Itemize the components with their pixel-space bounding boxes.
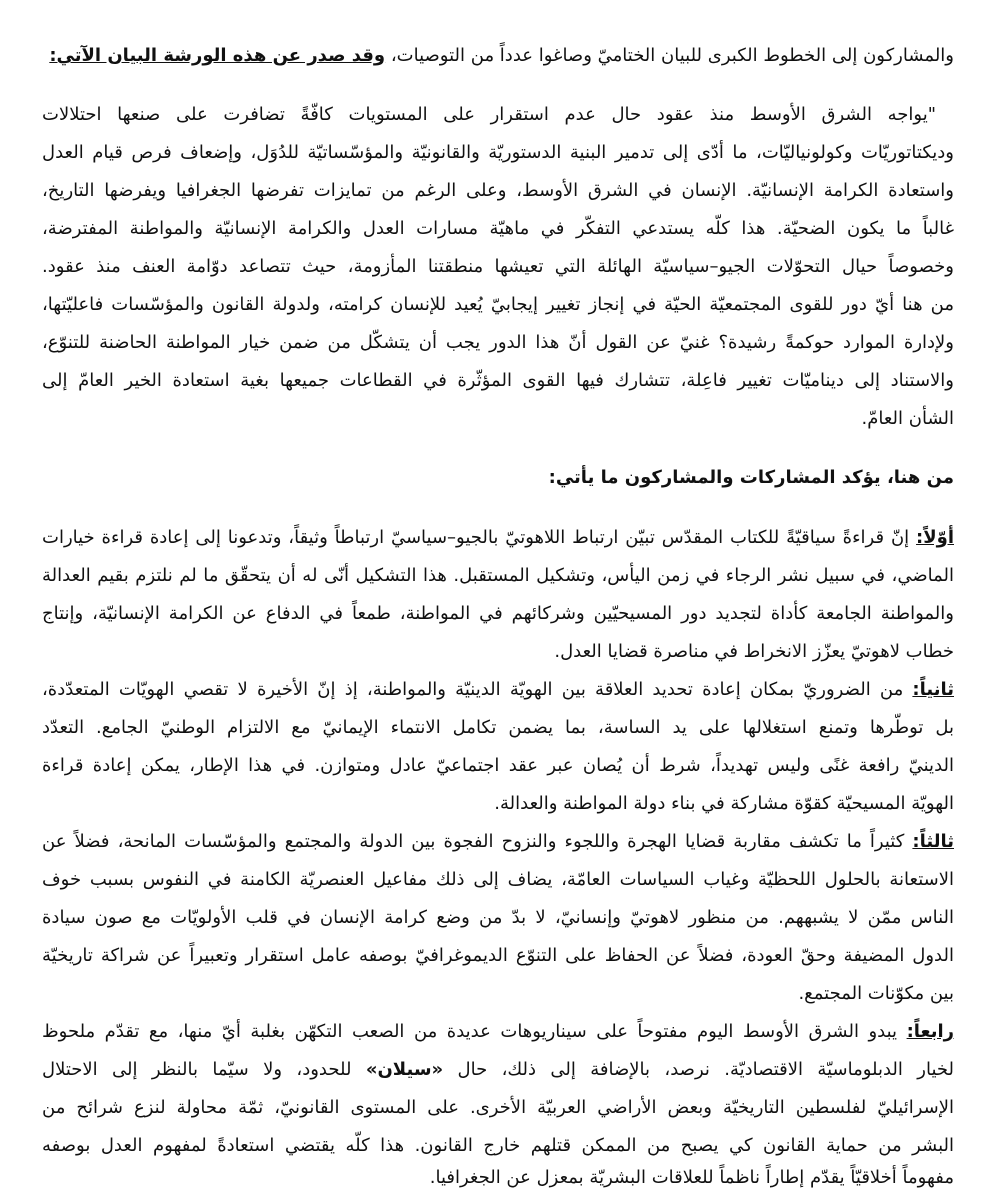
statement-line: من هنا أيّ دور للقوى المجتمعيّة الحيّة في إنجاز تغيير إيجابيّ يُعيد للإنسان كرامته، ولدولة القانون والمؤسّسات فاعليّتها، — [42, 294, 954, 315]
point-line: الهويّة المسيحيّة كقوّة مشاركة في بناء دولة المواطنة والعدالة. — [494, 793, 954, 814]
statement-line: والاستناد إلى ديناميّات تغيير فاعِلة، تتشارك فيها القوى المؤثّرة في القطاعات جميعها بغية استعادة الخير العامّ إلى — [42, 370, 954, 391]
point-line: الاستعانة بالحلول اللحظيّة وغياب السياسات العامّة، يضاف إلى ذلك مفاعيل العنصريّة الكامنة في النفوس بسبب خوف — [42, 869, 954, 890]
statement-line: غالباً ما يكون الضحيّة. هذا كلّه يستدعي التفكّر في ماهيّة مسارات العدل والكرامة الإنسانيّة والمواطنة المفترضة، — [42, 218, 954, 239]
point-line: بل توطّرها وتمنع استغلالها على يد الساسة، بما يضمن تكامل الانتماء الإيمانيّ مع الالتزام الوطنيّ الجامع. التعدّد — [42, 717, 954, 738]
point-label: أوّلاً: — [916, 527, 954, 548]
affirmation-heading: من هنا، يؤكد المشاركات والمشاركون ما يأتي: — [548, 467, 954, 488]
point-line: ثالثاً: كثيراً ما تكشف مقاربة قضايا الهجرة واللجوء والنزوح الفجوة بين الدولة والمجتمع والمؤسّسات المانحة، فضلاً عن — [42, 831, 954, 852]
statement-line: وديكتاتوريّات وكولونياليّات، ما أدّى إلى تدمير البنية الدستوريّة والقانونيّة والمؤسّساتيّة للدُوَل، وإضعاف فرص قيام العدل — [42, 142, 954, 163]
statement-line: الشأن العامّ. — [861, 408, 954, 429]
point-label: رابعاً: — [906, 1021, 954, 1042]
point-label: ثالثاً: — [912, 831, 954, 852]
document-page — [42, 0, 954, 1200]
intro-emphasis: وقد صدر عن هذه الورشة البيان الآتي: — [49, 45, 386, 66]
point-line: الدينيّ رافعة غنًى وليس تهديداً، شرط أن يُصان عبر عقد اجتماعيّ عادل ومتوازن. في هذا الإطار، يمكن إعادة قراءة — [42, 755, 954, 776]
point-line: أوّلاً: إنّ قراءةً سياقيّةً للكتاب المقدّس تبيّن ارتباط اللاهوتيّ بالجيو–سياسيّ ارتباطاً وثيقاً، وتدعونا إلى إعادة قراءة خيارات — [42, 527, 954, 548]
point-line: لخيار الدبلوماسيّة الاقتصاديّة. نرصد، بالإضافة إلى ذلك، حال «سيلان» للحدود، ولا سيّما بالنظر إلى الاحتلال — [42, 1059, 954, 1080]
point-line: ثانياً: من الضروريّ بمكان إعادة تحديد العلاقة بين الهويّة الدينيّة والمواطنة، إذ إنّ الأخيرة لا تقصي الهويّات المتعدّدة، — [42, 679, 954, 700]
point-line: بين مكوّنات المجتمع. — [798, 983, 954, 1004]
statement-line: واستعادة الكرامة الإنسانيّة. الإنسان في الشرق الأوسط، وعلى الرغم من تمايزات تفرضها الجغرافيا ويفرضها التاريخ، — [42, 180, 954, 201]
statement-line: ولإدارة الموارد حوكمةً رشيدة؟ غنيّ عن القول أنّ هذا الدور يجب أن يتشكّل من ضمن خيار المواطنة الحاضنة للتنوّع، — [42, 332, 954, 353]
statement-line: وخصوصاً حيال التحوّلات الجيو–سياسيّة الهائلة التي تعيشها منطقتنا المأزومة، حيث تتصاعد دوّامة العنف منذ عقود. — [42, 256, 954, 277]
point-line: الدول المضيفة وحقّ العودة، فضلاً عن الحفاظ على التنوّع الديموغرافيّ بوصفه عامل استقرار وتعبيراً عن شراكة تاريخيّة — [42, 945, 954, 966]
point-line: الناس ممّن لا يشبههم. من منظور لاهوتيّ وإنسانيّ، لا بدّ من وضع كرامة الإنسان في قلب الأولويّات مع صون سيادة — [42, 907, 954, 928]
point-line: والمواطنة الجامعة كأداة لتجديد دور المسيحيّين وشركائهم في المواطنة، طمعاً في الدفاع عن الكرامة الإنسانيّة، وإنتاج — [42, 603, 954, 624]
point-line: البشر من حماية القانون كي يصبح من الممكن قتلهم خارج القانون. هذا كلّه يقتضي استعادةً لمفهوم العدل بوصفه — [42, 1135, 954, 1156]
intro-text: والمشاركون إلى الخطوط الكبرى للبيان الختاميّ وصاغوا عدداً من التوصيات، — [385, 45, 954, 66]
point-line: الماضي، في سبيل نشر الرجاء في زمن اليأس، وتشكيل المستقبل. هذا التشكيل أنّى له أن يتحقّق ما لم نلتزم بقيم العدالة — [42, 565, 954, 586]
intro-paragraph — [42, 44, 954, 68]
point-label: ثانياً: — [912, 679, 954, 700]
point-line: رابعاً: يبدو الشرق الأوسط اليوم مفتوحاً على سيناريوهات عديدة من الصعب التكهّن بغلبة أيّ منها، مع تقدّم ملحوظ — [42, 1021, 954, 1042]
statement-line: "يواجه الشرق الأوسط منذ عقود حال عدم استقرار على المستويات كافّةً تضافرت على صنعها احتلالات — [42, 104, 936, 125]
inline-emphasis: «سيلان» — [365, 1059, 444, 1080]
point-line: الإسرائيليّ لفلسطين التاريخيّة وبعض الأراضي العربيّة الأخرى. على المستوى القانونيّ، ثمّة محاولة لنزع شرائح من — [42, 1097, 954, 1118]
point-line: مفهوماً أخلاقيّاً يقدّم إطاراً ناظماً للعلاقات البشريّة بمعزل عن الجغرافيا. — [429, 1167, 954, 1188]
point-line: خطاب لاهوتيّ يعزّز الانخراط في مناصرة قضايا العدل. — [554, 641, 954, 662]
